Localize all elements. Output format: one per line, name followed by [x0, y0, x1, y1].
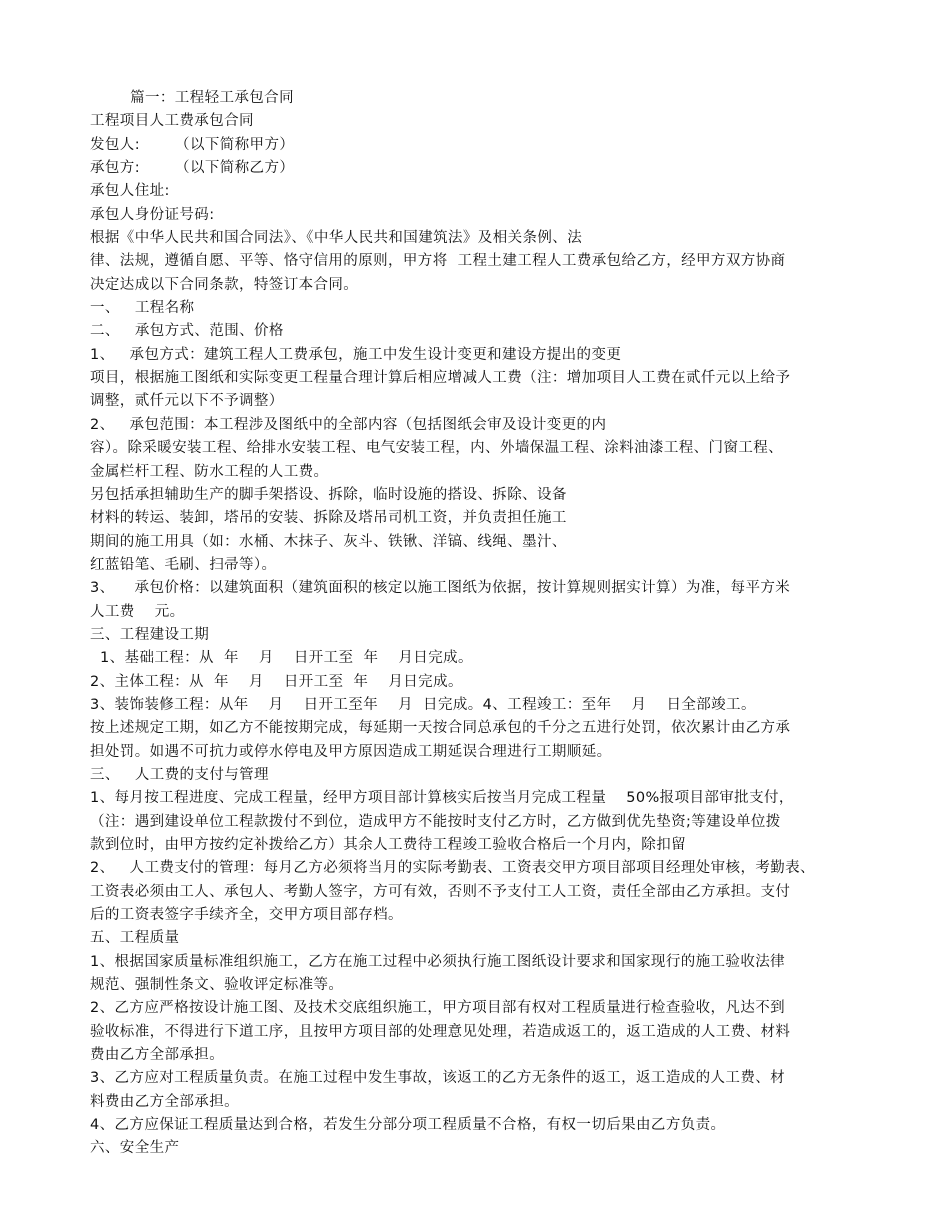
document-line: 红蓝铅笔、毛刷、扫帚等）。: [90, 556, 277, 573]
document-line: 3、 承包价格：以建筑面积（建筑面积的核定以施工图纸为依据，按计算规则据实计算）为准，每平方米: [90, 580, 791, 597]
document-line: 工程项目人工费承包合同: [90, 113, 254, 130]
document-line: 款到位时，由甲方按约定补拨给乙方）其余人工费待工程竣工验收合格后一个月内，除扣留: [90, 837, 686, 853]
document-line: 1、每月按工程进度、完成工程量，经甲方项目部计算核实后按当月完成工程量 50%报项目部审批支付，: [90, 790, 794, 807]
document-line: 1、根据国家质量标准组织施工，乙方在施工过程中必须执行施工图纸设计要求和国家现行的施工验收法律: [90, 953, 786, 970]
document-line: 五、工程质量: [90, 930, 180, 947]
document-line: 六、安全生产: [90, 1140, 180, 1157]
document-line: 金属栏杆工程、防水工程的人工费。: [90, 463, 329, 480]
document-line: 决定达成以下合同条款，特签订本合同。: [90, 276, 359, 293]
document-line: 人工费 元。: [90, 603, 185, 620]
contract-document: [90, 87, 870, 1161]
document-line: 材料的转运、装卸，塔吊的安装、拆除及塔吊司机工资，并负责担任施工: [90, 510, 567, 527]
document-line: 4、乙方应保证工程质量达到合格，若发生分部分项工程质量不合格，有权一切后果由乙方负责。: [90, 1117, 726, 1134]
document-line: 担处罚。如遇不可抗力或停水停电及甲方原因造成工期延误合理进行工期顺延。: [90, 743, 612, 760]
document-line: 二、 承包方式、范围、价格: [90, 323, 284, 340]
document-line: 验收标准，不得进行下道工序，且按甲方项目部的处理意见处理，若造成返工的，返工造成的人工费、材料: [90, 1023, 791, 1040]
document-line: 承包人身份证号码:: [90, 206, 215, 223]
document-line: 承包人住址:: [90, 183, 170, 200]
document-line: 1、基础工程：从 年 月 日开工至 年 月日完成。: [90, 650, 473, 667]
document-line: 3、乙方应对工程质量负责。在施工过程中发生事故，该返工的乙方无条件的返工，返工造成的人工费、材: [90, 1070, 786, 1087]
document-line: 三、工程建设工期: [90, 626, 210, 643]
document-line: 项目，根据施工图纸和实际变更工程量合理计算后相应增减人工费（注：增加项目人工费在贰仟元以上给予: [90, 370, 791, 387]
document-line: 容）。除采暖安装工程、给排水安装工程、电气安装工程，内、外墙保温工程、涂料油漆工程、门窗工程、: [90, 440, 784, 457]
document-line: 发包人: （以下简称甲方）: [90, 136, 295, 153]
document-line: 2、乙方应严格按设计施工图、及技术交底组织施工，甲方项目部有权对工程质量进行检查验收，凡达不到: [90, 1000, 786, 1017]
document-line: 规范、强制性条文、验收评定标准等。: [90, 977, 344, 994]
document-line: 2、主体工程：从 年 月 日开工至 年 月日完成。: [90, 673, 463, 690]
document-line: 三、 人工费的支付与管理: [90, 766, 269, 783]
document-line: 期间的施工用具（如：水桶、木抹子、灰斗、铁锹、洋镐、线绳、墨汁、: [90, 533, 567, 550]
document-line: 另包括承担辅助生产的脚手架搭设、拆除，临时设施的搭设、拆除、设备: [90, 486, 567, 503]
document-line: 律、法规，遵循自愿、平等、恪守信用的原则，甲方将 工程土建工程人工费承包给乙方，经甲方双方协商: [90, 253, 786, 270]
document-line: 承包方: （以下简称乙方）: [90, 160, 295, 177]
document-line: 工资表必须由工人、承包人、考勤人签字，方可有效，否则不予支付工人工资，责任全部由乙方承担。支付: [90, 883, 791, 900]
document-line: 3、装饰装修工程：从年 月 日开工至年 月 日完成。4、工程竣工：至年 月 日全部竣工。: [90, 696, 756, 713]
document-line: 后的工资表签字手续齐全，交甲方项目部存档。: [90, 907, 403, 924]
document-line: 2、 人工费支付的管理：每月乙方必须将当月的实际考勤表、工资表交甲方项目部项目经理处审核，考勤表、: [90, 860, 815, 877]
document-line: 1、 承包方式：建筑工程人工费承包，施工中发生设计变更和建设方提出的变更: [90, 346, 622, 363]
document-line: 篇一：工程轻工承包合同: [90, 90, 294, 106]
document-line: 按上述规定工期，如乙方不能按期完成，每延期一天按合同总承包的千分之五进行处罚，依次累计由乙方承: [90, 720, 791, 737]
document-line: 调整，贰仟元以下不予调整）: [90, 393, 284, 410]
document-line: （注：遇到建设单位工程款拨付不到位，造成甲方不能按时支付乙方时，乙方做到优先垫资;等建设单位拨: [90, 813, 781, 830]
document-line: 一、 工程名称: [90, 300, 195, 317]
document-line: 根据《中华人民共和国合同法》、《中华人民共和国建筑法》及相关条例、法: [90, 230, 583, 247]
document-line: 2、 承包范围：本工程涉及图纸中的全部内容（包括图纸会审及设计变更的内: [90, 416, 607, 433]
document-line: 费由乙方全部承担。: [90, 1047, 225, 1064]
document-line: 料费由乙方全部承担。: [90, 1093, 239, 1110]
